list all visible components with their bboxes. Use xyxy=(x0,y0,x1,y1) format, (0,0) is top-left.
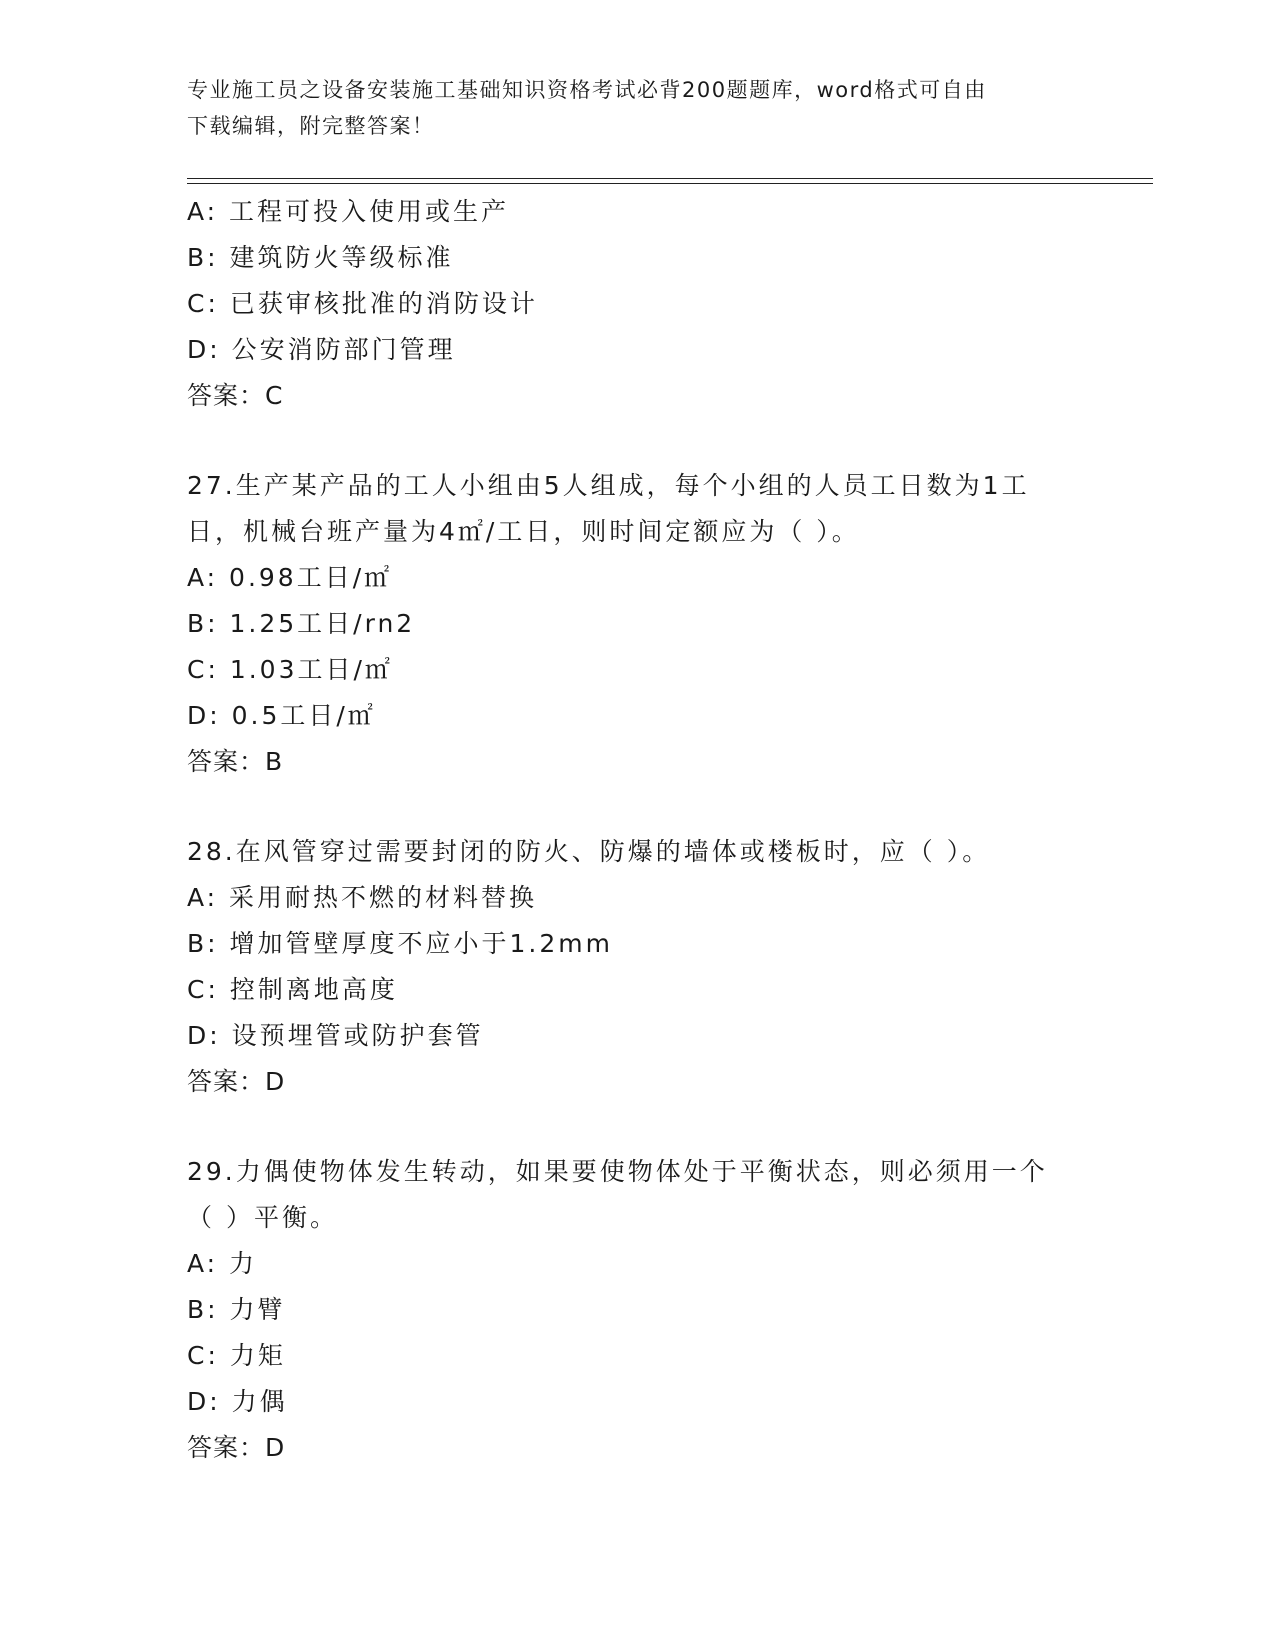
question-27 xyxy=(187,463,1087,785)
question-26 xyxy=(187,189,1087,419)
option-b: B: 1.25工日/rn2 xyxy=(187,609,416,638)
question-28 xyxy=(187,829,1087,1105)
option-d: D: 设预埋管或防护套管 xyxy=(187,1021,484,1050)
header-line-1: 专业施工员之设备安装施工基础知识资格考试必背200题题库，word格式可自由 xyxy=(187,78,987,102)
answer: 答案：B xyxy=(187,747,284,776)
header-divider-bottom xyxy=(187,183,1153,184)
option-c: C: 1.03工日/㎡ xyxy=(187,655,393,684)
answer: 答案：D xyxy=(187,1067,286,1096)
question-stem-line-1: 27.生产某产品的工人小组由5人组成，每个小组的人员工日数为1工 xyxy=(187,471,1030,500)
option-b: B: 力臂 xyxy=(187,1295,286,1324)
option-a: A: 采用耐热不燃的材料替换 xyxy=(187,883,538,912)
document-header xyxy=(187,72,1087,144)
option-c: C: 控制离地高度 xyxy=(187,975,398,1004)
answer: 答案：D xyxy=(187,1433,286,1462)
option-a: A: 工程可投入使用或生产 xyxy=(187,197,510,226)
option-a: A: 力 xyxy=(187,1249,258,1278)
question-stem-line-1: 28.在风管穿过需要封闭的防火、防爆的墙体或楼板时，应（ ）。 xyxy=(187,837,991,866)
option-c: C: 已获审核批准的消防设计 xyxy=(187,289,538,318)
option-c: C: 力矩 xyxy=(187,1341,286,1370)
question-stem-line-2: 日，机械台班产量为4㎡/工日，则时间定额应为（ ）。 xyxy=(187,517,860,546)
question-stem-line-1: 29.力偶使物体发生转动，如果要使物体处于平衡状态，则必须用一个 xyxy=(187,1157,1048,1186)
option-d: D: 力偶 xyxy=(187,1387,288,1416)
option-d: D: 0.5工日/㎡ xyxy=(187,701,376,730)
option-b: B: 增加管壁厚度不应小于1.2mm xyxy=(187,929,613,958)
option-d: D: 公安消防部门管理 xyxy=(187,335,456,364)
header-line-2: 下载编辑，附完整答案！ xyxy=(187,114,435,138)
answer: 答案：C xyxy=(187,381,284,410)
question-29 xyxy=(187,1149,1087,1471)
option-b: B: 建筑防火等级标准 xyxy=(187,243,454,272)
question-list xyxy=(187,189,1087,1471)
question-stem-line-2: （ ）平衡。 xyxy=(187,1203,338,1232)
option-a: A: 0.98工日/㎡ xyxy=(187,563,393,592)
header-divider-top xyxy=(187,178,1153,179)
